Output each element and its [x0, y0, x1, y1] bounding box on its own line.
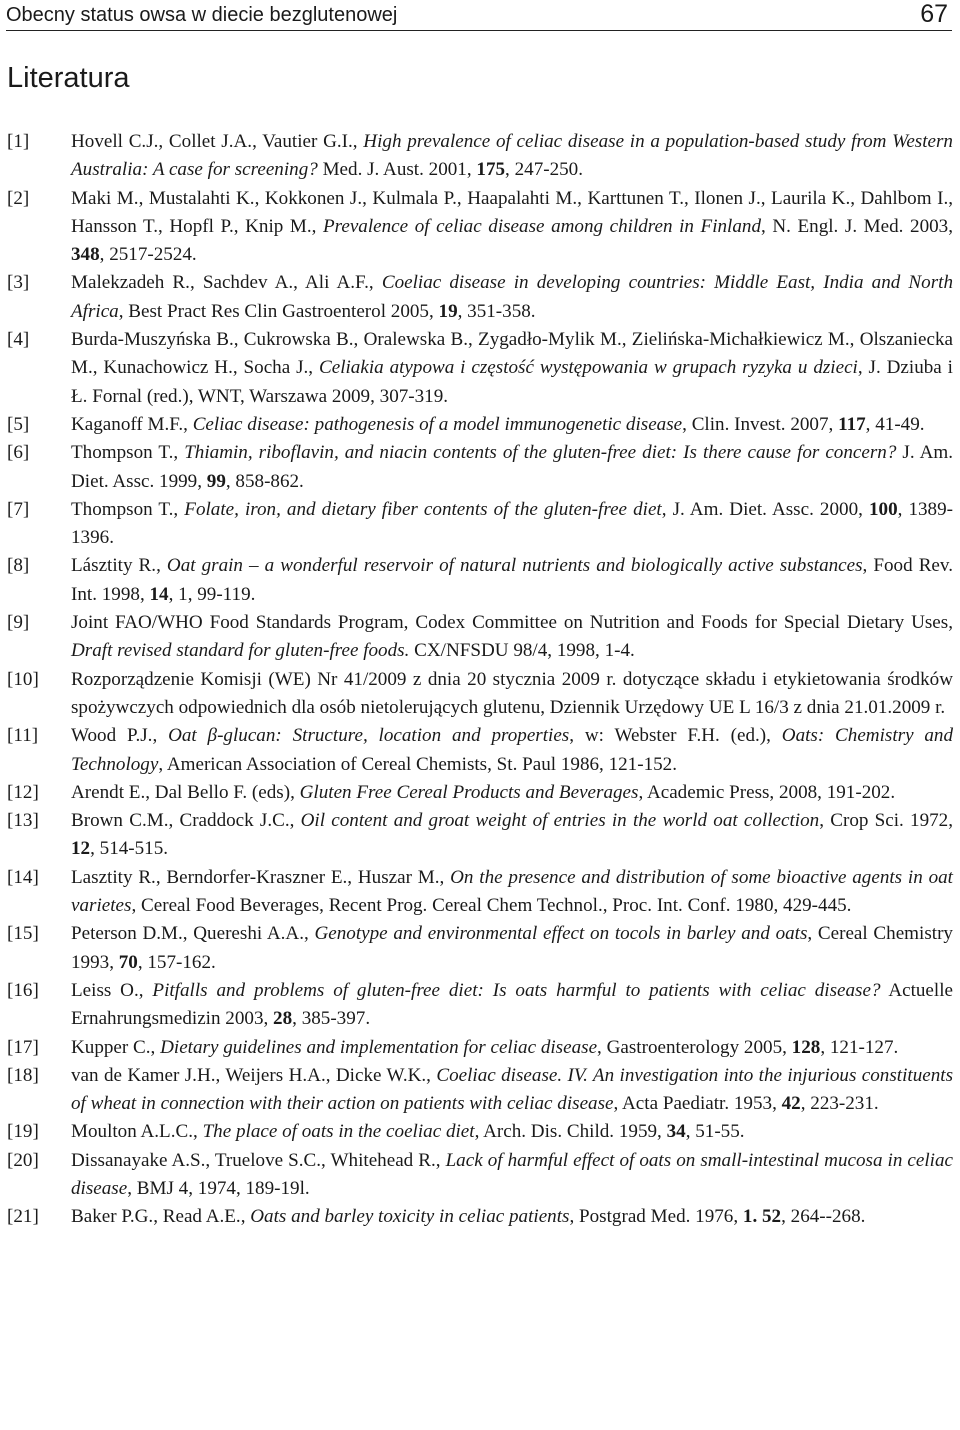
running-title: Obecny status owsa w diecie bezglutenowej: [6, 4, 398, 26]
reference-text: [71, 1062, 953, 1119]
reference-segment: Baker P.G., Read A.E.,: [71, 1206, 251, 1228]
reference-number: [20]: [7, 1149, 39, 1171]
reference-number: [14]: [7, 866, 39, 888]
reference-title: Folate, iron, and dietary fiber contents of the gluten-free diet: [184, 498, 662, 520]
reference-text: [71, 269, 953, 326]
reference-volume: 175: [476, 159, 506, 181]
reference-segment: , Clin. Invest. 2007,: [682, 413, 839, 435]
reference-volume: 128: [791, 1036, 821, 1058]
reference-number: [4]: [7, 329, 30, 351]
reference-volume: 14: [149, 583, 169, 605]
reference-segment: Lasztity R., Berndorfer-Kraszner E., Huszar M.,: [71, 866, 451, 888]
reference-segment: Med. J. Aust. 2001,: [317, 159, 477, 181]
reference-volume: 42: [781, 1093, 801, 1115]
reference-number: [3]: [7, 272, 30, 294]
reference-title: Lack of harmful effect of oats on small-intestinal mucosa in celiac disease: [71, 1149, 953, 1199]
reference-number: [18]: [7, 1064, 39, 1086]
reference-text: [71, 1118, 953, 1146]
reference-title: Dietary guidelines and implementation for celiac disease: [160, 1036, 598, 1058]
reference-item: [0, 1203, 960, 1231]
reference-text: [71, 864, 953, 921]
reference-volume: 99: [206, 470, 226, 492]
reference-item: [0, 552, 960, 609]
reference-number: [15]: [7, 923, 39, 945]
reference-segment: , Postgrad Med. 1976,: [569, 1206, 743, 1228]
reference-segment: Hovell C.J., Collet J.A., Vautier G.I.,: [71, 131, 364, 152]
reference-segment: Maki M., Mustalahti K., Kokkonen J., Kulmala P., Haapalahti M., Karttunen T., Ilonen J., Laurila K., Dahlbom I., Hansson T., Hopfl P., Knip M.,: [71, 187, 953, 237]
reference-item: [0, 128, 960, 185]
reference-segment: , 41-49.: [865, 413, 925, 435]
reference-number: [21]: [7, 1206, 39, 1228]
reference-item: [0, 666, 960, 723]
reference-segment: , 858-862.: [225, 470, 304, 492]
reference-title: Oats: Chemistry and Technology: [71, 725, 954, 775]
reference-text: [71, 1203, 953, 1231]
reference-number: [12]: [7, 781, 39, 803]
reference-item: [0, 1147, 960, 1204]
reference-volume: 117: [838, 413, 866, 435]
reference-segment: , 264--268.: [781, 1206, 866, 1228]
reference-segment: Rozporządzenie Komisji (WE) Nr 41/2009 z dnia 20 stycznia 2009 r. dotyczące składu i etykietowania środków spożywczych odpowiednich dla osób nietolerujących glutenu, Dziennik Urzędowy UE L 16/3 z dnia 21.01.2009 r.: [71, 668, 953, 718]
reference-segment: Thompson T.,: [71, 442, 185, 464]
reference-item: [0, 779, 960, 807]
reference-title: Celiac disease: pathogenesis of a model immunogenetic disease: [192, 413, 683, 435]
reference-text: [71, 411, 953, 439]
reference-number: [13]: [7, 810, 39, 832]
reference-item: [0, 496, 960, 553]
reference-number: [7]: [7, 498, 30, 520]
reference-segment: , 514-515.: [90, 838, 169, 860]
reference-segment: , Cereal Food Beverages, Recent Prog. Cereal Chem Technol., Proc. Int. Conf. 1980, 429-445.: [131, 895, 852, 917]
reference-item: [0, 269, 960, 326]
reference-segment: , 157-162.: [137, 951, 216, 973]
reference-number: [10]: [7, 668, 39, 690]
reference-text: [71, 128, 953, 185]
reference-item: [0, 920, 960, 977]
reference-segment: , Acta Paediatr. 1953,: [613, 1093, 782, 1115]
reference-title: Coeliac disease in developing countries: Middle East, India and North Africa: [71, 272, 953, 322]
reference-volume: 19: [438, 300, 458, 322]
reference-number: [19]: [7, 1121, 39, 1143]
reference-item: [0, 1118, 960, 1146]
reference-item: [0, 864, 960, 921]
reference-segment: Moulton A.L.C.,: [71, 1121, 203, 1143]
reference-segment: Lásztity R.,: [71, 555, 167, 577]
reference-text: [71, 807, 953, 864]
reference-text: [71, 722, 953, 779]
reference-volume: 28: [273, 1008, 293, 1030]
reference-volume: 348: [71, 244, 100, 266]
reference-text: [71, 977, 953, 1034]
reference-segment: , J. Am. Diet. Assc. 2000,: [661, 498, 869, 520]
reference-segment: Thompson T.,: [71, 498, 185, 520]
reference-volume: 1. 52: [742, 1206, 782, 1228]
reference-segment: CX/NFSDU 98/4, 1998, 1-4.: [409, 640, 635, 662]
reference-number: [8]: [7, 555, 30, 577]
reference-item: [0, 722, 960, 779]
reference-title: Celiakia atypowa i częstość występowania w grupach ryzyka u dzieci: [318, 357, 858, 379]
reference-segment: , w: Webster F.H. (ed.),: [569, 725, 782, 747]
reference-segment: , 121-127.: [820, 1036, 899, 1058]
reference-text: [71, 779, 953, 807]
reference-item: [0, 1062, 960, 1119]
reference-segment: , 351-358.: [457, 300, 536, 322]
reference-text: [71, 1147, 953, 1204]
reference-segment: , 1389-1396.: [71, 498, 954, 549]
reference-title: Gluten Free Cereal Products and Beverages: [299, 781, 639, 803]
reference-segment: Joint FAO/WHO Food Standards Program, Codex Committee on Nutrition and Foods for Special Dietary Uses,: [71, 612, 953, 634]
reference-text: [71, 920, 953, 977]
reference-text: [71, 439, 953, 496]
reference-number: [1]: [7, 131, 30, 152]
reference-text: [71, 666, 953, 723]
reference-title: Prevalence of celiac disease among children in Finland: [322, 215, 761, 237]
reference-number: [9]: [7, 612, 30, 634]
reference-text: [71, 552, 953, 609]
reference-item: [0, 1034, 960, 1062]
reference-item: [0, 439, 960, 496]
reference-segment: van de Kamer J.H., Weijers H.A., Dicke W.K.,: [71, 1064, 437, 1086]
reference-segment: , 247-250.: [505, 159, 584, 181]
reference-title: Oil content and groat weight of entries in the world oat collection: [300, 810, 820, 832]
reference-segment: Malekzadeh R., Sachdev A., Ali A.F.,: [71, 272, 382, 294]
reference-segment: , Gastroenterology 2005,: [597, 1036, 792, 1058]
reference-title: Coeliac disease. IV. An investigation into the injurious constituents of wheat in connection with their action on patients with celiac disease: [71, 1064, 953, 1115]
reference-title: On the presence and distribution of some bioactive agents in oat varietes: [71, 866, 953, 917]
reference-segment: , Arch. Dis. Child. 1959,: [474, 1121, 667, 1143]
reference-number: [2]: [7, 187, 30, 209]
reference-number: [6]: [7, 442, 30, 464]
reference-title: Genotype and environmental effect on tocols in barley and oats: [314, 923, 808, 945]
reference-segment: , 223-231.: [800, 1093, 879, 1115]
reference-title: Draft revised standard for gluten-free foods.: [71, 640, 410, 662]
reference-segment: , N. Engl. J. Med. 2003,: [761, 215, 953, 237]
reference-segment: , Best Pract Res Clin Gastroenterol 2005,: [118, 300, 439, 322]
reference-segment: Actuelle Ernahrungsmedizin 2003,: [71, 979, 953, 1030]
reference-item: [0, 185, 960, 270]
reference-segment: Peterson D.M., Quereshi A.A.,: [71, 923, 315, 945]
reference-segment: Burda-Muszyńska B., Cukrowska B., Oralewska B., Zygadło-Mylik M., Zielińska-Michałkiewicz M., Olszaniecka M., Kunachowicz H., Socha J.,: [71, 329, 953, 379]
reference-segment: Dissanayake A.S., Truelove S.C., Whitehead R.,: [71, 1149, 446, 1171]
reference-item: [0, 326, 960, 411]
reference-segment: Wood P.J.,: [71, 725, 169, 747]
reference-text: [71, 326, 953, 411]
reference-segment: Kupper C.,: [71, 1036, 161, 1058]
section-title: Literatura: [7, 62, 130, 94]
reference-title: Oat β-glucan: Structure, location and properties: [168, 725, 570, 747]
reference-text: [71, 1034, 953, 1062]
reference-number: [16]: [7, 979, 39, 1001]
reference-segment: , Food Rev. Int. 1998,: [71, 555, 953, 605]
reference-segment: Arendt E., Dal Bello F. (eds),: [71, 781, 300, 803]
reference-segment: , Academic Press, 2008, 191-202.: [638, 781, 896, 803]
reference-title: High prevalence of celiac disease in a population-based study from Western Australia: A case for screening?: [71, 131, 953, 181]
reference-text: [71, 185, 953, 270]
reference-number: [5]: [7, 413, 30, 435]
reference-text: [71, 609, 953, 666]
reference-item: [0, 609, 960, 666]
reference-title: Oat grain – a wonderful reservoir of natural nutrients and biologically active substances: [166, 555, 863, 577]
reference-volume: 12: [71, 838, 91, 860]
reference-segment: , Crop Sci. 1972,: [819, 810, 953, 832]
page-header: [6, 0, 952, 31]
reference-volume: 34: [666, 1121, 686, 1143]
reference-volume: 70: [118, 951, 138, 973]
reference-segment: , J. Dziuba i Ł. Fornal (red.), WNT, Warszawa 2009, 307-319.: [71, 357, 953, 407]
reference-item: [0, 411, 960, 439]
reference-segment: , BMJ 4, 1974, 189-19l.: [127, 1177, 310, 1199]
reference-segment: , American Association of Cereal Chemists, St. Paul 1986, 121-152.: [158, 753, 677, 775]
page-number: 67: [920, 0, 948, 28]
reference-item: [0, 807, 960, 864]
reference-segment: , 385-397.: [292, 1008, 371, 1030]
reference-list: [0, 128, 960, 1232]
reference-segment: , 51-55.: [685, 1121, 745, 1143]
reference-title: Pitfalls and problems of gluten-free diet: Is oats harmful to patients with celiac disease?: [152, 979, 881, 1001]
reference-segment: Brown C.M., Craddock J.C.,: [71, 810, 301, 832]
reference-segment: Leiss O.,: [71, 979, 153, 1001]
reference-number: [17]: [7, 1036, 39, 1058]
reference-text: [71, 496, 953, 553]
reference-title: The place of oats in the coeliac diet: [202, 1121, 475, 1143]
reference-volume: 100: [868, 498, 898, 520]
reference-segment: , 2517-2524.: [99, 244, 197, 266]
reference-number: [11]: [7, 725, 39, 747]
reference-item: [0, 977, 960, 1034]
reference-title: Oats and barley toxicity in celiac patients: [250, 1206, 570, 1228]
reference-segment: , 1, 99-119.: [168, 583, 256, 605]
reference-title: Thiamin, riboflavin, and niacin contents of the gluten-free diet: Is there cause for concern?: [184, 442, 897, 464]
reference-segment: , Cereal Chemistry 1993,: [71, 923, 953, 973]
reference-segment: Kaganoff M.F.,: [71, 413, 193, 435]
reference-segment: J. Am. Diet. Assc. 1999,: [71, 442, 953, 492]
